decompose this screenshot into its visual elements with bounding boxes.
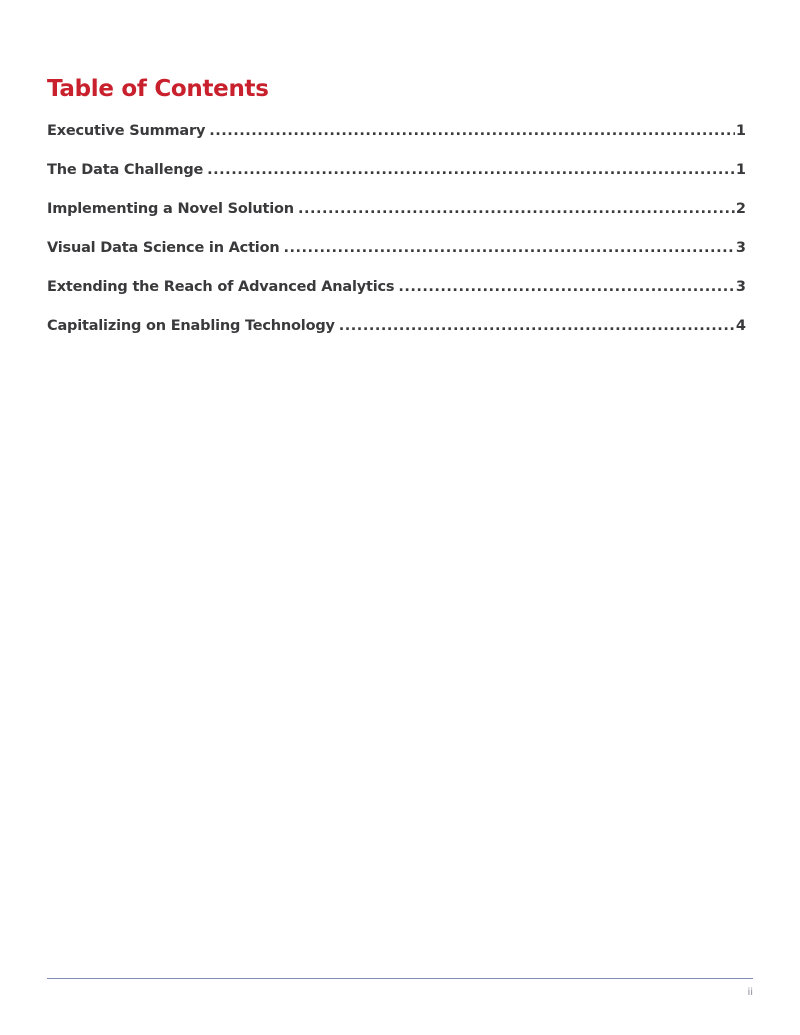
toc-dot-leader [339, 318, 735, 334]
toc-entry-label: Extending the Reach of Advanced Analytics [47, 279, 395, 295]
toc-entry-extending-the-reach-of-advanced-analytics[interactable] [47, 279, 746, 318]
toc-entry-page: 2 [735, 201, 746, 217]
toc-entry-label: Executive Summary [47, 123, 206, 139]
toc-entry-the-data-challenge[interactable] [47, 162, 746, 201]
toc-entry-implementing-a-novel-solution[interactable] [47, 201, 746, 240]
toc-entry-page: 4 [735, 318, 746, 334]
toc-entry-capitalizing-on-enabling-technology[interactable] [47, 318, 746, 357]
toc-entry-label: The Data Challenge [47, 162, 204, 178]
toc-dot-leader [398, 279, 735, 295]
toc-title: Table of Contents [47, 76, 269, 102]
toc-list [47, 123, 746, 357]
toc-entry-page: 1 [735, 162, 746, 178]
toc-dot-leader [298, 201, 735, 217]
toc-dot-leader [207, 162, 735, 178]
footer-divider [47, 978, 753, 979]
toc-entry-label: Capitalizing on Enabling Technology [47, 318, 335, 334]
toc-entry-label: Visual Data Science in Action [47, 240, 280, 256]
toc-entry-page: 3 [735, 279, 746, 295]
toc-dot-leader [283, 240, 734, 256]
toc-dot-leader [209, 123, 735, 139]
toc-entry-visual-data-science-in-action[interactable] [47, 240, 746, 279]
toc-entry-page: 3 [735, 240, 746, 256]
page-number: ii [747, 987, 753, 998]
toc-entry-executive-summary[interactable] [47, 123, 746, 162]
toc-entry-label: Implementing a Novel Solution [47, 201, 294, 217]
toc-entry-page: 1 [735, 123, 746, 139]
